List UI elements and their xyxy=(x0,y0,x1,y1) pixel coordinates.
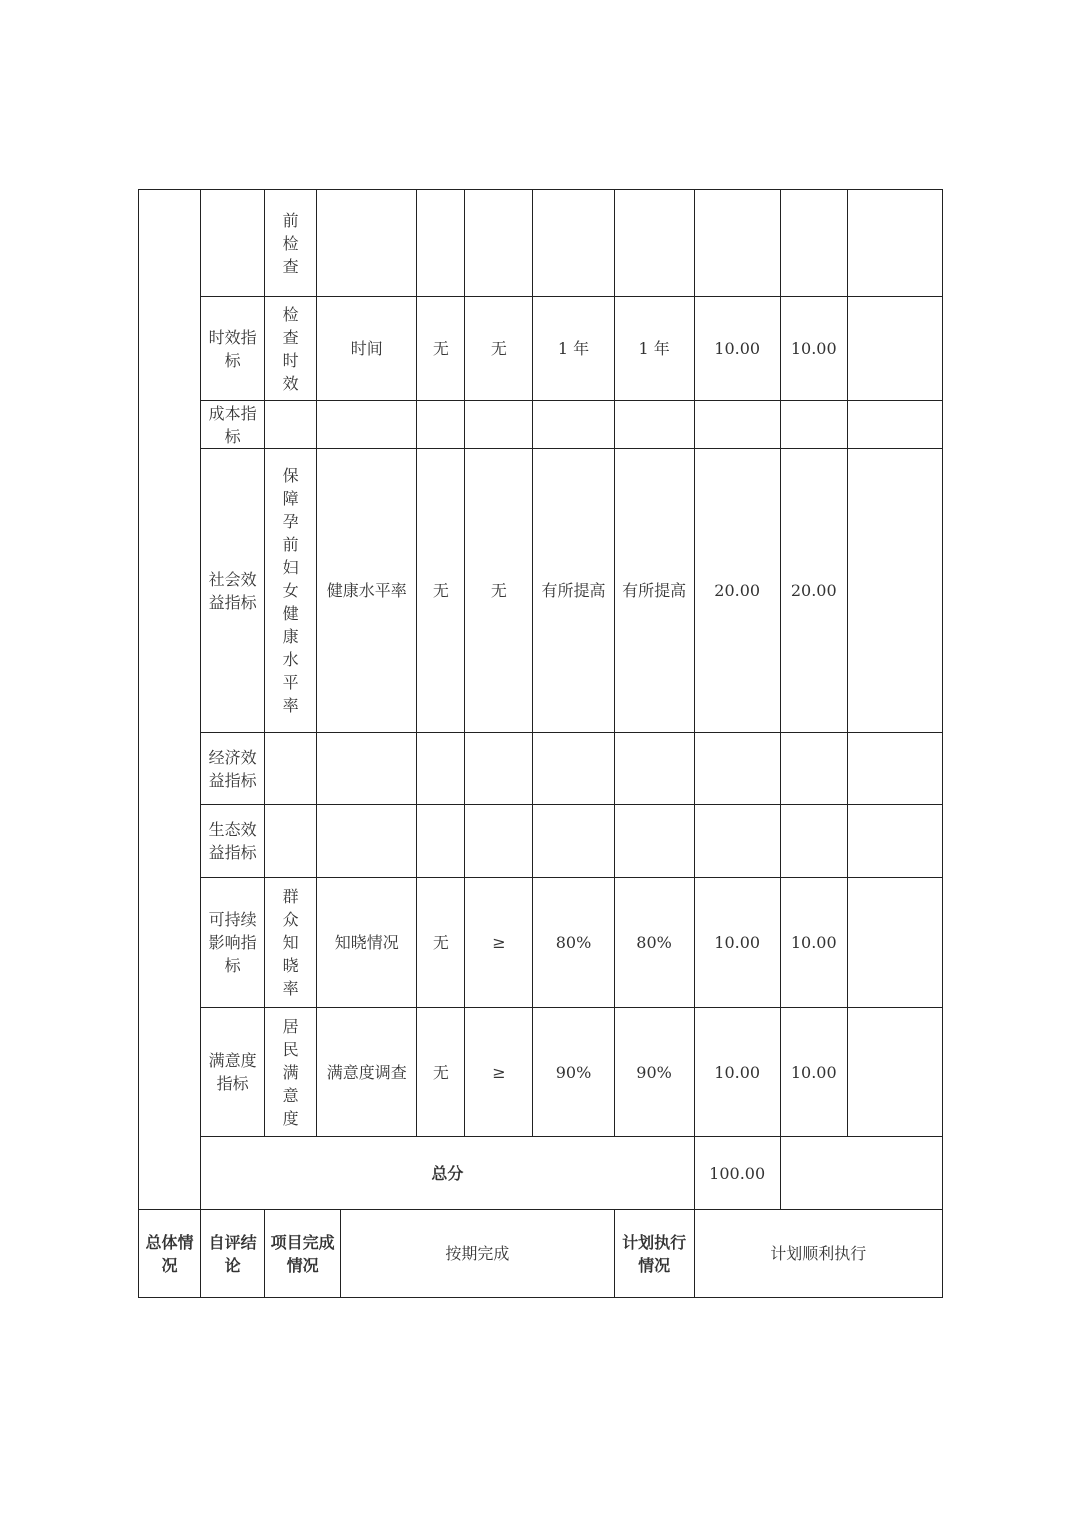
value-cell: 20.00 xyxy=(694,449,780,733)
value-cell xyxy=(417,805,465,878)
value-cell: 80% xyxy=(533,878,614,1008)
value-cell xyxy=(533,401,614,449)
value-cell xyxy=(614,733,694,805)
value-cell: 90% xyxy=(533,1008,614,1137)
value-cell: 10.00 xyxy=(780,297,847,401)
indicator-cell: 群 众 知 晓 率 xyxy=(265,878,317,1008)
indicator-cell: 前 检 查 xyxy=(265,190,317,297)
value-cell: 无 xyxy=(465,297,533,401)
category-cell: 可持续影响指标 xyxy=(201,878,265,1008)
value-cell xyxy=(847,401,942,449)
value-cell xyxy=(417,733,465,805)
item-cell xyxy=(317,733,417,805)
item-cell: 时间 xyxy=(317,297,417,401)
value-cell xyxy=(614,805,694,878)
value-cell xyxy=(694,190,780,297)
category-cell: 成本指标 xyxy=(201,401,265,449)
value-cell xyxy=(847,878,942,1008)
left-blank-cell xyxy=(139,190,201,1210)
value-cell xyxy=(847,1008,942,1137)
total-row xyxy=(139,1137,943,1210)
value-cell: 1 年 xyxy=(533,297,614,401)
table-row xyxy=(139,805,943,878)
completion-label: 项目完成情况 xyxy=(265,1210,341,1298)
overall-section-label: 总体情况 xyxy=(139,1210,201,1298)
total-value: 100.00 xyxy=(694,1137,780,1210)
value-cell: 10.00 xyxy=(780,1008,847,1137)
self-evaluation-label: 自评结论 xyxy=(201,1210,265,1298)
category-cell: 社会效益指标 xyxy=(201,449,265,733)
value-cell xyxy=(847,449,942,733)
item-cell: 知晓情况 xyxy=(317,878,417,1008)
value-cell xyxy=(533,805,614,878)
summary-row xyxy=(139,1210,943,1298)
category-cell: 经济效益指标 xyxy=(201,733,265,805)
value-cell: ≥ xyxy=(465,878,533,1008)
value-cell: 10.00 xyxy=(694,297,780,401)
table-row xyxy=(139,878,943,1008)
value-cell xyxy=(465,401,533,449)
value-cell xyxy=(533,733,614,805)
value-cell: 1 年 xyxy=(614,297,694,401)
value-cell: 10.00 xyxy=(694,878,780,1008)
execution-label: 计划执行情况 xyxy=(614,1210,694,1298)
item-cell: 健康水平率 xyxy=(317,449,417,733)
value-cell xyxy=(847,297,942,401)
table-row xyxy=(139,401,943,449)
value-cell: 有所提高 xyxy=(614,449,694,733)
indicator-cell: 居 民 满 意 度 xyxy=(265,1008,317,1137)
item-cell xyxy=(317,190,417,297)
value-cell xyxy=(533,190,614,297)
item-cell xyxy=(317,401,417,449)
value-cell: 有所提高 xyxy=(533,449,614,733)
indicator-cell xyxy=(265,733,317,805)
category-cell xyxy=(201,190,265,297)
value-cell xyxy=(780,190,847,297)
table-row xyxy=(139,297,943,401)
value-cell xyxy=(847,805,942,878)
value-cell xyxy=(780,401,847,449)
value-cell xyxy=(465,190,533,297)
total-label: 总分 xyxy=(201,1137,695,1210)
item-cell xyxy=(317,805,417,878)
table-row xyxy=(139,733,943,805)
completion-value: 按期完成 xyxy=(341,1210,614,1298)
category-cell: 满意度指标 xyxy=(201,1008,265,1137)
table-row xyxy=(139,1008,943,1137)
indicator-cell: 检 查 时 效 xyxy=(265,297,317,401)
value-cell xyxy=(780,805,847,878)
value-cell xyxy=(465,733,533,805)
value-cell xyxy=(417,190,465,297)
value-cell xyxy=(780,733,847,805)
indicator-cell xyxy=(265,401,317,449)
value-cell: ≥ xyxy=(465,1008,533,1137)
value-cell: 20.00 xyxy=(780,449,847,733)
value-cell xyxy=(694,401,780,449)
indicator-cell xyxy=(265,805,317,878)
value-cell: 无 xyxy=(417,878,465,1008)
table-row xyxy=(139,449,943,733)
execution-value: 计划顺利执行 xyxy=(694,1210,942,1298)
category-cell: 时效指标 xyxy=(201,297,265,401)
value-cell xyxy=(847,733,942,805)
value-cell: 80% xyxy=(614,878,694,1008)
value-cell xyxy=(465,805,533,878)
value-cell: 无 xyxy=(417,449,465,733)
table-row xyxy=(139,190,943,297)
value-cell xyxy=(614,190,694,297)
value-cell xyxy=(614,401,694,449)
value-cell: 90% xyxy=(614,1008,694,1137)
value-cell xyxy=(847,190,942,297)
value-cell xyxy=(694,805,780,878)
value-cell: 10.00 xyxy=(694,1008,780,1137)
value-cell: 10.00 xyxy=(780,878,847,1008)
value-cell: 无 xyxy=(417,1008,465,1137)
total-blank-cell xyxy=(780,1137,942,1210)
performance-table xyxy=(138,189,943,1298)
value-cell xyxy=(417,401,465,449)
item-cell: 满意度调查 xyxy=(317,1008,417,1137)
indicator-cell: 保 障 孕 前 妇 女 健 康 水 平 率 xyxy=(265,449,317,733)
value-cell: 无 xyxy=(417,297,465,401)
value-cell xyxy=(694,733,780,805)
value-cell: 无 xyxy=(465,449,533,733)
category-cell: 生态效益指标 xyxy=(201,805,265,878)
